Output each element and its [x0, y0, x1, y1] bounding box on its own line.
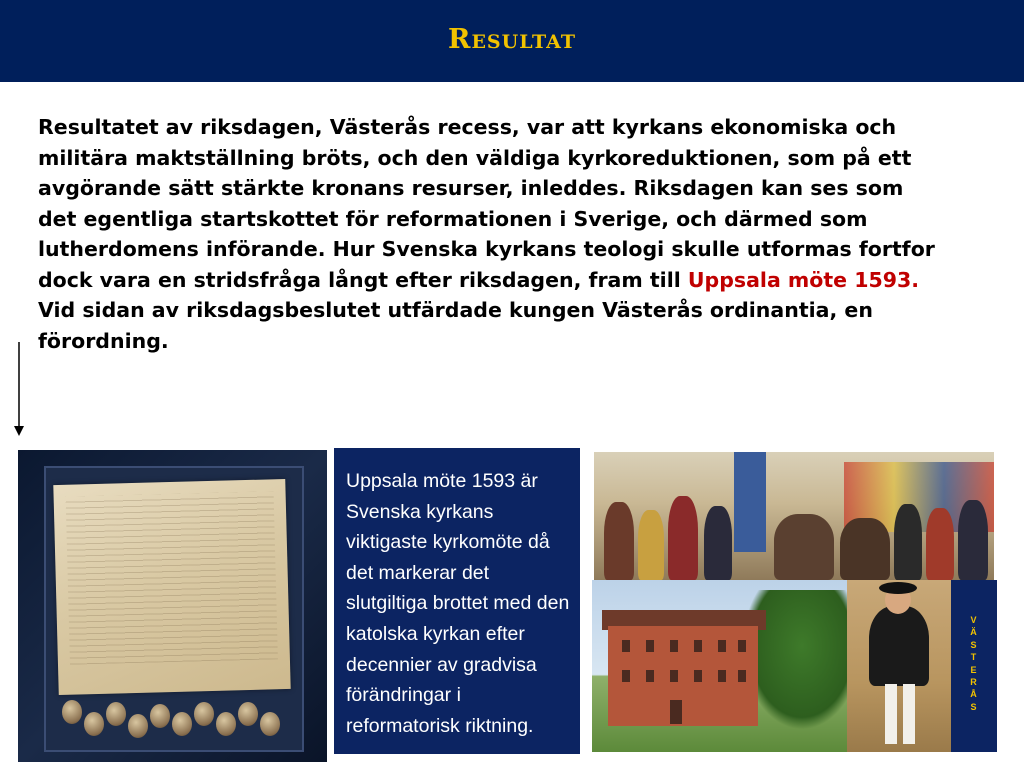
painting-figure [604, 502, 634, 580]
wax-seal [172, 712, 192, 736]
info-box [334, 448, 580, 754]
parchment-document [53, 479, 290, 695]
info-box-text: Uppsala möte 1593 är Svenska kyrkans viktigaste kyrkomöte då det markerar det slutgiltiga brottet med den katolska kyrkan efter decennier av gradvisa förändringar i reformatorisk riktning. [346, 470, 570, 737]
wax-seal [260, 712, 280, 736]
wax-seal [216, 712, 236, 736]
wax-seal [106, 702, 126, 726]
king-figure [869, 606, 929, 686]
painting-figure [638, 510, 664, 580]
painting-figure [894, 504, 922, 580]
wax-seal [194, 702, 214, 726]
castle-building [608, 626, 758, 726]
main-paragraph: Resultatet av riksdagen, Västerås recess, var att kyrkans ekonomiska och militära maktställning bröts, och den väldiga kyrkoreduktionen, som på ett avgörande sätt stärkte kronans resurser, inleddes. Riksdagen kan ses som det egentliga startskottet för reformationen i Sverige, och därmed som lutherdomens införande. Hur Svenska kyrkans teologi skulle utformas fortfor dock vara en stridsfråga långt efter riksdagen, fram till [38, 115, 935, 292]
king-leg [903, 684, 915, 744]
painting-column [734, 452, 766, 552]
painting-figure [958, 500, 988, 580]
wax-seal [84, 712, 104, 736]
painting-figure [704, 506, 732, 580]
king-leg [885, 684, 897, 744]
header-bar [0, 0, 1024, 82]
wax-seal [128, 714, 148, 738]
document-photo [18, 450, 327, 762]
king-portrait [847, 580, 951, 752]
painting-figure [926, 508, 954, 580]
wax-seal [62, 700, 82, 724]
down-arrow-icon [12, 342, 26, 438]
vasteras-castle-photo [592, 580, 850, 752]
painting-figure [668, 496, 698, 580]
wax-seal [150, 704, 170, 728]
historical-painting [594, 452, 994, 580]
ordinantia-paragraph: Vid sidan av riksdagsbeslutet utfärdade kungen Västerås ordinantia, en förordning. [38, 298, 873, 353]
painting-horse [840, 518, 890, 580]
king-hat [879, 582, 917, 594]
painting-horse [774, 514, 834, 580]
vasteras-banner [951, 580, 997, 752]
highlight-link-text: Uppsala möte 1593. [687, 267, 920, 292]
banner-text: VÄSTERÅS [970, 615, 978, 712]
wax-seal [238, 702, 258, 726]
main-text [38, 112, 938, 356]
page-title: Resultat [448, 23, 576, 55]
